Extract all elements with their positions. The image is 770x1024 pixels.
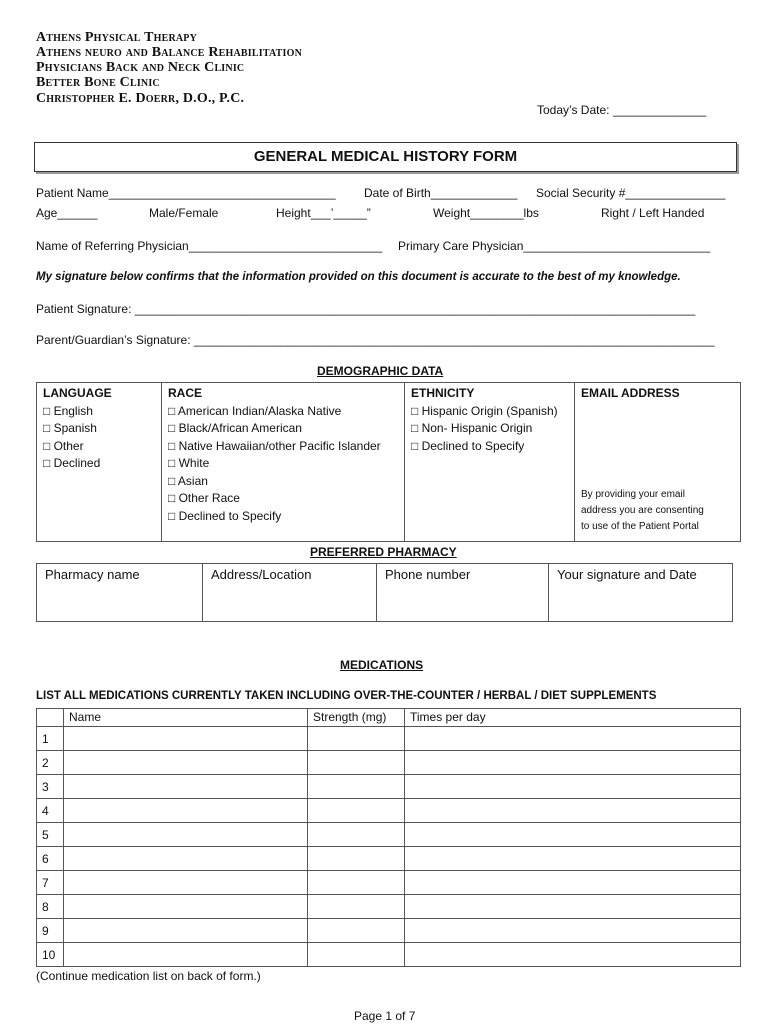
med-strength-cell[interactable] — [308, 895, 405, 919]
table-row — [37, 943, 741, 967]
clinic-name-4: Better Bone Clinic — [36, 75, 160, 90]
med-strength-cell[interactable] — [308, 727, 405, 751]
med-name-header: Name — [64, 709, 308, 727]
row-number: 8 — [37, 895, 64, 919]
medications-heading: MEDICATIONS — [340, 658, 424, 672]
row-number: 10 — [37, 943, 64, 967]
handedness-field[interactable]: Right / Left Handed — [601, 206, 705, 220]
language-option-other[interactable]: □ Other — [43, 438, 84, 453]
med-name-cell[interactable] — [64, 727, 308, 751]
med-strength-cell[interactable] — [308, 919, 405, 943]
med-strength-cell[interactable] — [308, 847, 405, 871]
language-header: LANGUAGE — [43, 386, 112, 400]
row-number: 3 — [37, 775, 64, 799]
race-option-declined[interactable]: □ Declined to Specify — [168, 508, 282, 523]
med-times-header: Times per day — [405, 709, 741, 727]
med-name-cell[interactable] — [64, 895, 308, 919]
ethnicity-header: ETHNICITY — [411, 386, 475, 400]
pharmacy-phone-label: Phone number — [385, 567, 471, 582]
medications-table — [36, 708, 741, 967]
row-number: 2 — [37, 751, 64, 775]
table-row — [37, 823, 741, 847]
email-note-line: to use of the Patient Portal — [581, 521, 699, 532]
patient-signature-field[interactable]: Patient Signature: ____________________________________________________________________________________ — [36, 302, 696, 316]
email-consent-note — [581, 487, 704, 535]
sex-field[interactable]: Male/Female — [149, 206, 219, 220]
race-option-white[interactable]: □ White — [168, 456, 210, 470]
language-cell — [37, 383, 162, 542]
med-times-cell[interactable] — [405, 871, 741, 895]
continue-note: (Continue medication list on back of form.) — [36, 969, 261, 983]
language-option-english[interactable]: □ English — [43, 403, 93, 418]
med-strength-cell[interactable] — [308, 823, 405, 847]
med-name-cell[interactable] — [64, 823, 308, 847]
email-cell[interactable] — [575, 383, 741, 542]
pharmacy-signature-label: Your signature and Date — [557, 567, 697, 582]
pharmacy-name-cell[interactable] — [37, 564, 203, 622]
confirmation-statement: My signature below confirms that the information provided on this document is accurate to the best of my knowledge. — [36, 271, 681, 283]
pharmacy-signature-cell[interactable] — [549, 564, 733, 622]
med-times-cell[interactable] — [405, 895, 741, 919]
primary-care-physician-field[interactable]: Primary Care Physician____________________________ — [398, 239, 711, 253]
med-strength-cell[interactable] — [308, 751, 405, 775]
ethnicity-cell — [405, 383, 575, 542]
med-name-cell[interactable] — [64, 871, 308, 895]
med-times-cell[interactable] — [405, 919, 741, 943]
pharmacy-name-label: Pharmacy name — [45, 567, 140, 582]
med-name-cell[interactable] — [64, 847, 308, 871]
med-name-cell[interactable] — [64, 799, 308, 823]
clinic-name-5: Christopher E. Doerr, D.O., P.C. — [36, 91, 245, 106]
row-number: 1 — [37, 727, 64, 751]
med-name-cell[interactable] — [64, 943, 308, 967]
med-strength-header: Strength (mg) — [308, 709, 405, 727]
ssn-field[interactable]: Social Security #_______________ — [536, 186, 726, 200]
med-strength-cell[interactable] — [308, 799, 405, 823]
med-times-cell[interactable] — [405, 751, 741, 775]
med-strength-cell[interactable] — [308, 775, 405, 799]
race-cell — [162, 383, 405, 542]
clinic-name-2: Athens neuro and Balance Rehabilitation — [36, 45, 303, 60]
guardian-signature-field[interactable]: Parent/Guardian’s Signature: ______________________________________________________________________________ — [36, 333, 715, 347]
pharmacy-address-cell[interactable] — [203, 564, 377, 622]
referring-physician-field[interactable]: Name of Referring Physician_____________________________ — [36, 239, 383, 253]
pharmacy-phone-cell[interactable] — [377, 564, 549, 622]
race-option-other[interactable]: □ Other Race — [168, 491, 240, 505]
med-times-cell[interactable] — [405, 727, 741, 751]
race-header: RACE — [168, 386, 203, 400]
table-row — [37, 727, 741, 751]
row-number: 5 — [37, 823, 64, 847]
medications-instruction: LIST ALL MEDICATIONS CURRENTLY TAKEN INCLUDING OVER-THE-COUNTER / HERBAL / DIET SUPPLEMENTS — [36, 690, 657, 702]
med-times-cell[interactable] — [405, 775, 741, 799]
med-times-cell[interactable] — [405, 943, 741, 967]
ethnicity-option-hispanic[interactable]: □ Hispanic Origin (Spanish) — [411, 403, 558, 418]
ethnicity-option-declined[interactable]: □ Declined to Specify — [411, 438, 525, 453]
med-times-cell[interactable] — [405, 823, 741, 847]
date-of-birth-field[interactable]: Date of Birth_____________ — [364, 186, 518, 200]
email-note-line: address you are consenting — [581, 505, 704, 516]
pharmacy-address-label: Address/Location — [211, 567, 312, 582]
med-name-cell[interactable] — [64, 751, 308, 775]
med-strength-cell[interactable] — [308, 943, 405, 967]
age-field[interactable]: Age______ — [36, 206, 98, 220]
race-option-american-indian[interactable]: □ American Indian/Alaska Native — [168, 403, 342, 418]
weight-field[interactable]: Weight________lbs — [433, 206, 539, 220]
med-name-cell[interactable] — [64, 775, 308, 799]
row-number-header — [37, 709, 64, 727]
table-row — [37, 871, 741, 895]
med-name-cell[interactable] — [64, 919, 308, 943]
row-number: 7 — [37, 871, 64, 895]
table-row — [37, 847, 741, 871]
email-note-line: By providing your email — [581, 489, 685, 500]
med-times-cell[interactable] — [405, 847, 741, 871]
med-times-cell[interactable] — [405, 799, 741, 823]
height-field[interactable]: Height___’_____” — [276, 206, 371, 220]
form-title: GENERAL MEDICAL HISTORY FORM — [253, 148, 518, 165]
table-row — [37, 919, 741, 943]
table-row — [37, 775, 741, 799]
pharmacy-table — [36, 563, 733, 622]
form-title-box — [34, 142, 737, 172]
language-option-declined[interactable]: □ Declined — [43, 456, 101, 470]
language-option-spanish[interactable]: □ Spanish — [43, 421, 97, 435]
page-number: Page 1 of 7 — [354, 1009, 416, 1023]
clinic-name-3: Physicians Back and Neck Clinic — [36, 60, 245, 75]
patient-name-field[interactable]: Patient Name__________________________________ — [36, 186, 336, 200]
table-row — [37, 895, 741, 919]
row-number: 9 — [37, 919, 64, 943]
ethnicity-option-non-hispanic[interactable]: □ Non- Hispanic Origin — [411, 421, 533, 435]
clinic-name-1: Athens Physical Therapy — [36, 30, 198, 45]
table-row — [37, 751, 741, 775]
med-strength-cell[interactable] — [308, 871, 405, 895]
demographic-table — [36, 382, 741, 542]
email-header: EMAIL ADDRESS — [581, 386, 680, 400]
race-option-black[interactable]: □ Black/African American — [168, 421, 302, 435]
demographic-heading: DEMOGRAPHIC DATA — [317, 364, 444, 378]
race-option-pacific-islander[interactable]: □ Native Hawaiian/other Pacific Islander — [168, 438, 381, 453]
row-number: 4 — [37, 799, 64, 823]
row-number: 6 — [37, 847, 64, 871]
table-row — [37, 799, 741, 823]
todays-date-field[interactable]: Today’s Date: ______________ — [537, 103, 707, 117]
race-option-asian[interactable]: □ Asian — [168, 473, 208, 488]
pharmacy-heading: PREFERRED PHARMACY — [310, 545, 457, 559]
